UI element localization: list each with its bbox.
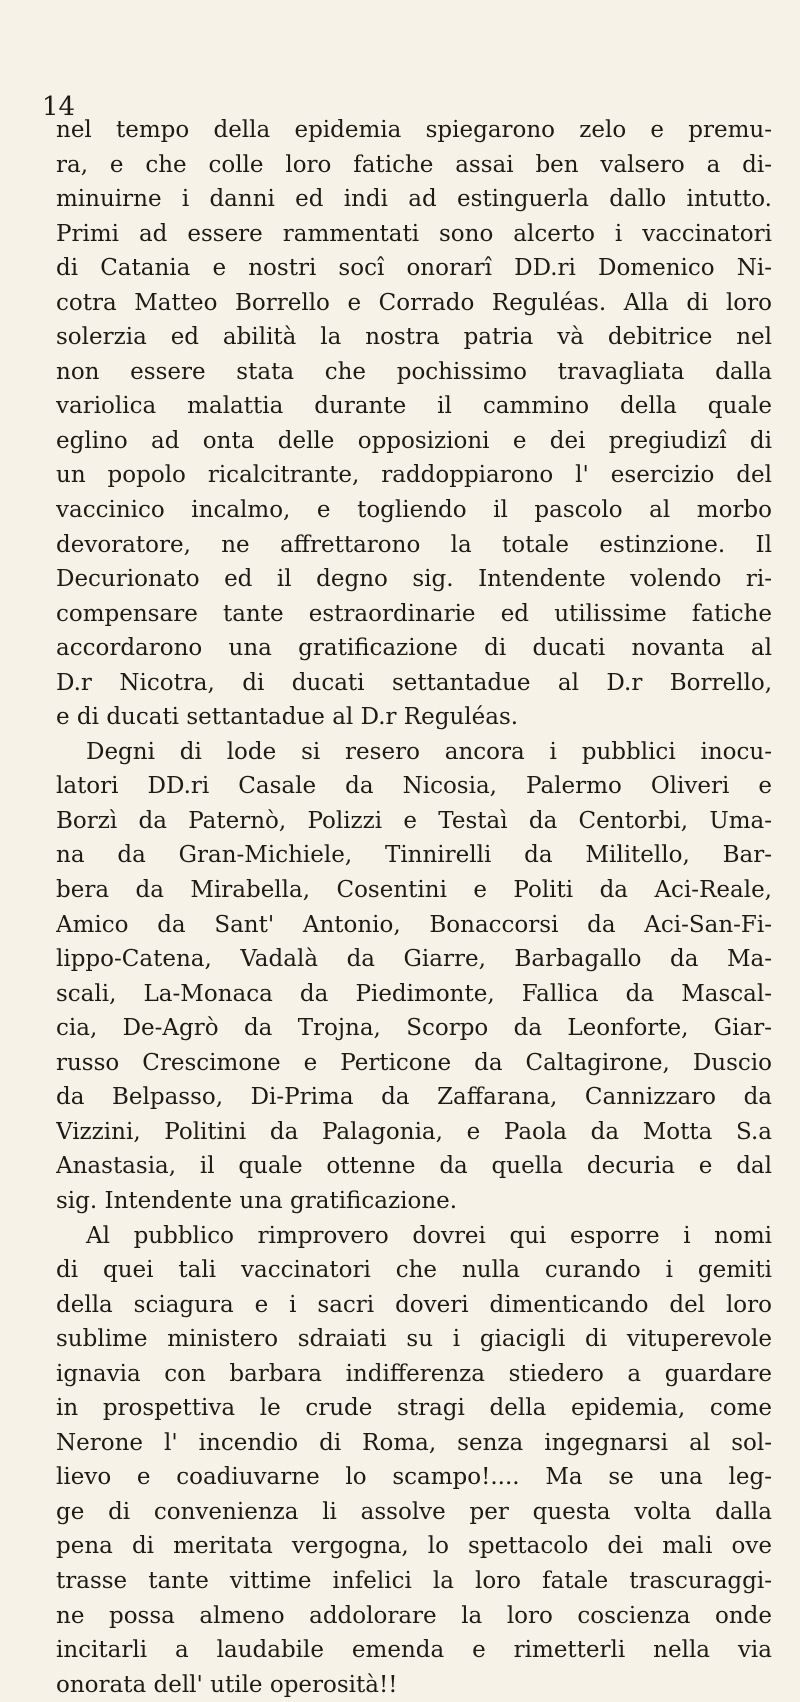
- text-line: russo Crescimone e Perticone da Caltagirone, Duscio: [56, 1049, 772, 1076]
- text-line: na da Gran-Michiele, Tinnirelli da Militello, Bar-: [56, 842, 772, 869]
- text-line: ra, e che colle loro fatiche assai ben valsero a di-: [56, 151, 772, 178]
- text-line: vaccinico incalmo, e togliendo il pascolo al morbo: [56, 497, 772, 524]
- body-text: [56, 113, 772, 1702]
- text-line: bera da Mirabella, Cosentini e Politi da Aci-Reale,: [56, 877, 772, 904]
- text-line: in prospettiva le crude stragi della epidemia, come: [56, 1395, 772, 1422]
- text-line: ge di convenienza li assolve per questa volta dalla: [56, 1498, 772, 1525]
- text-line: variolica malattia durante il cammino della quale: [56, 393, 772, 420]
- text-line: solerzia ed abilità la nostra patria và debitrice nel: [56, 324, 772, 351]
- text-line: della sciagura e i sacri doveri dimenticando del loro: [56, 1291, 772, 1318]
- text-line: onorata dell' utile operosità!!: [56, 1671, 398, 1698]
- page-number: 14: [42, 92, 76, 122]
- text-line: pena di meritata vergogna, lo spettacolo dei mali ove: [56, 1533, 772, 1560]
- text-line: e di ducati settantadue al D.r Reguléas.: [56, 704, 519, 731]
- text-line: latori DD.ri Casale da Nicosia, Palermo Oliveri e: [56, 773, 772, 800]
- text-line: trasse tante vittime infelici la loro fatale trascuraggi-: [56, 1567, 772, 1594]
- text-line: incitarli a laudabile emenda e rimetterli nella via: [56, 1637, 772, 1664]
- text-line: minuirne i danni ed indi ad estinguerla dallo intutto.: [56, 186, 772, 213]
- text-line: lippo-Catena, Vadalà da Giarre, Barbagallo da Ma-: [56, 946, 772, 973]
- text-line: D.r Nicotra, di ducati settantadue al D.r Borrello,: [56, 669, 772, 696]
- text-line: Decurionato ed il degno sig. Intendente volendo ri-: [56, 566, 772, 593]
- text-line: devoratore, ne affrettarono la totale estinzione. Il: [56, 531, 772, 558]
- text-line: eglino ad onta delle opposizioni e dei pregiudizî di: [56, 427, 772, 454]
- text-line: da Belpasso, Di-Prima da Zaffarana, Cannizzaro da: [56, 1084, 772, 1111]
- text-line: Degni di lode si resero ancora i pubblici inocu-: [86, 738, 772, 765]
- text-line: Anastasia, il quale ottenne da quella decuria e dal: [56, 1153, 772, 1180]
- text-line: cia, De-Agrò da Trojna, Scorpo da Leonforte, Giar-: [56, 1015, 772, 1042]
- text-line: Primi ad essere rammentati sono alcerto i vaccinatori: [56, 220, 772, 247]
- text-line: Amico da Sant' Antonio, Bonaccorsi da Aci-San-Fi-: [56, 911, 772, 938]
- text-line: lievo e coadiuvarne lo scampo!.... Ma se una leg-: [56, 1464, 772, 1491]
- text-line: un popolo ricalcitrante, raddoppiarono l' esercizio del: [56, 462, 772, 489]
- text-line: Vizzini, Politini da Palagonia, e Paola da Motta S.a: [56, 1118, 772, 1145]
- text-line: ignavia con barbara indifferenza stiedero a guardare: [56, 1360, 772, 1387]
- text-line: accordarono una gratificazione di ducati novanta al: [56, 635, 772, 662]
- text-line: di quei tali vaccinatori che nulla curando i gemiti: [56, 1257, 772, 1284]
- text-line: non essere stata che pochissimo travagliata dalla: [56, 358, 772, 385]
- text-line: sig. Intendente una gratificazione.: [56, 1187, 458, 1214]
- text-line: Borzì da Paternò, Polizzi e Testaì da Centorbi, Uma-: [56, 807, 772, 834]
- text-line: ne possa almeno addolorare la loro coscienza onde: [56, 1602, 772, 1629]
- text-line: nel tempo della epidemia spiegarono zelo e premu-: [56, 117, 772, 143]
- text-line: cotra Matteo Borrello e Corrado Reguléas. Alla di loro: [56, 289, 772, 316]
- text-line: Al pubblico rimprovero dovrei qui esporre i nomi: [86, 1222, 772, 1249]
- text-line: scali, La-Monaca da Piedimonte, Fallica da Mascal-: [56, 980, 772, 1007]
- text-line: di Catania e nostri socî onorarî DD.ri Domenico Ni-: [56, 255, 772, 282]
- text-line: compensare tante estraordinarie ed utilissime fatiche: [56, 600, 772, 627]
- text-line: Nerone l' incendio di Roma, senza ingegnarsi al sol-: [56, 1429, 772, 1456]
- text-line: sublime ministero sdraiati su i giacigli di vituperevole: [56, 1326, 772, 1353]
